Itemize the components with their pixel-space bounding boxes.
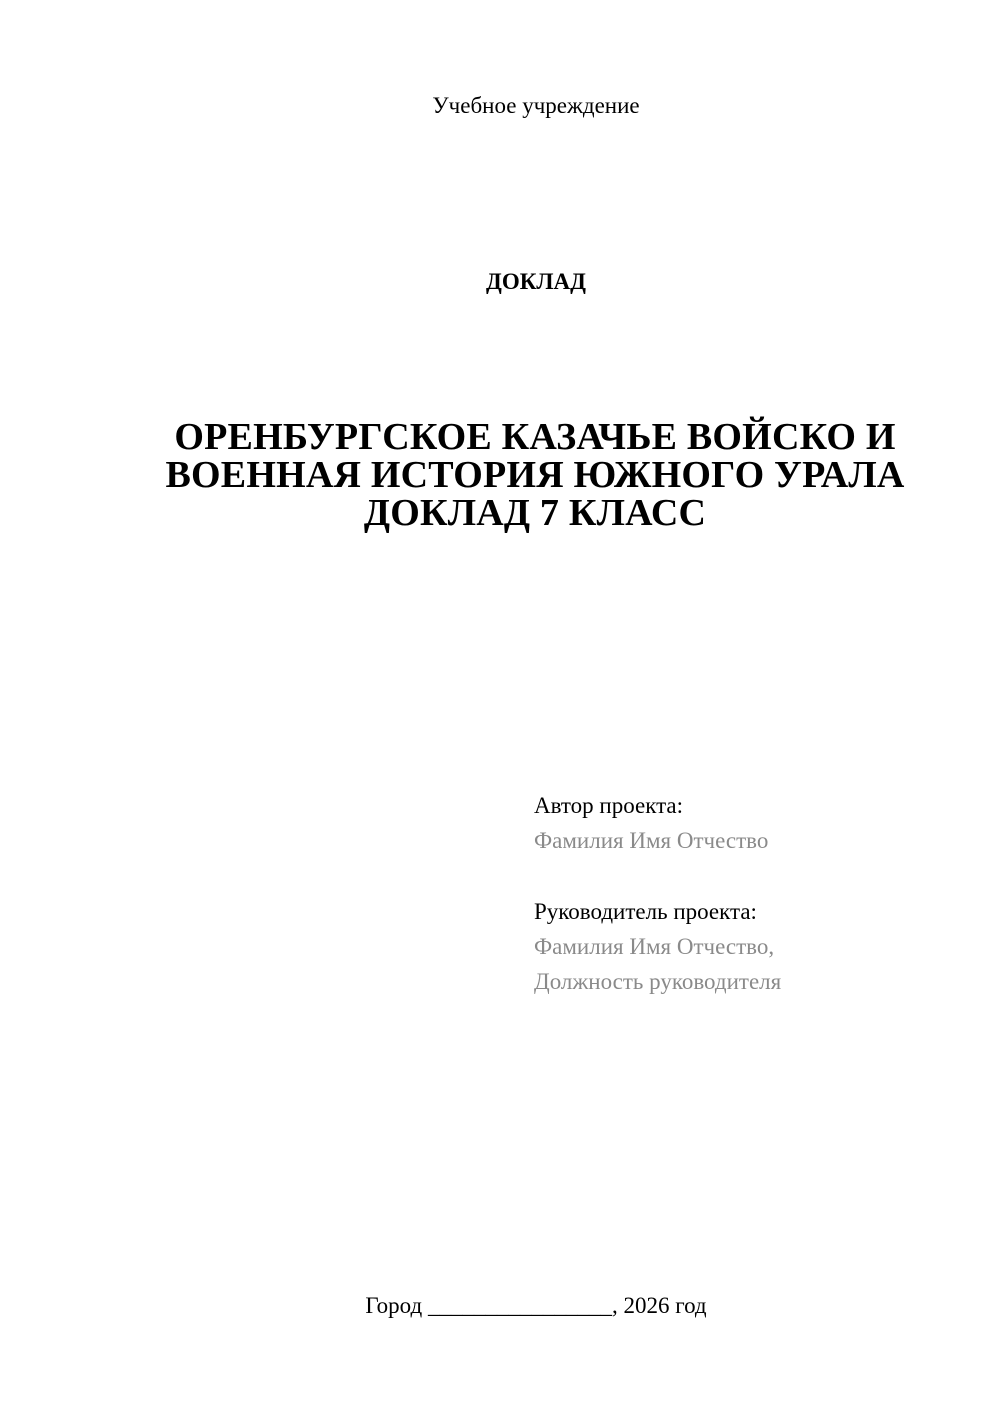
title-line-1: ОРЕНБУРГСКОЕ КАЗАЧЬЕ ВОЙСКО И bbox=[174, 416, 896, 458]
supervisor-position: Должность руководителя bbox=[534, 969, 782, 994]
year-text: , 2026 год bbox=[611, 1293, 707, 1318]
info-spacer bbox=[534, 858, 974, 894]
institution-name: Учебное учреждение bbox=[432, 93, 640, 118]
project-info bbox=[534, 788, 974, 999]
document-title bbox=[135, 418, 935, 532]
supervisor-label: Руководитель проекта: bbox=[534, 899, 757, 924]
title-line-3: ДОКЛАД 7 КЛАСС bbox=[363, 492, 707, 534]
document-type: ДОКЛАД bbox=[486, 269, 586, 294]
city-label: Город bbox=[365, 1293, 423, 1318]
city-blank: ________________ bbox=[427, 1293, 612, 1318]
supervisor-name: Фамилия Имя Отчество, bbox=[534, 934, 775, 959]
author-name: Фамилия Имя Отчество bbox=[534, 828, 769, 853]
title-line-2: ВОЕННАЯ ИСТОРИЯ ЮЖНОГО УРАЛА bbox=[165, 454, 905, 496]
city-year-line bbox=[0, 1291, 1000, 1321]
author-label: Автор проекта: bbox=[534, 793, 683, 818]
